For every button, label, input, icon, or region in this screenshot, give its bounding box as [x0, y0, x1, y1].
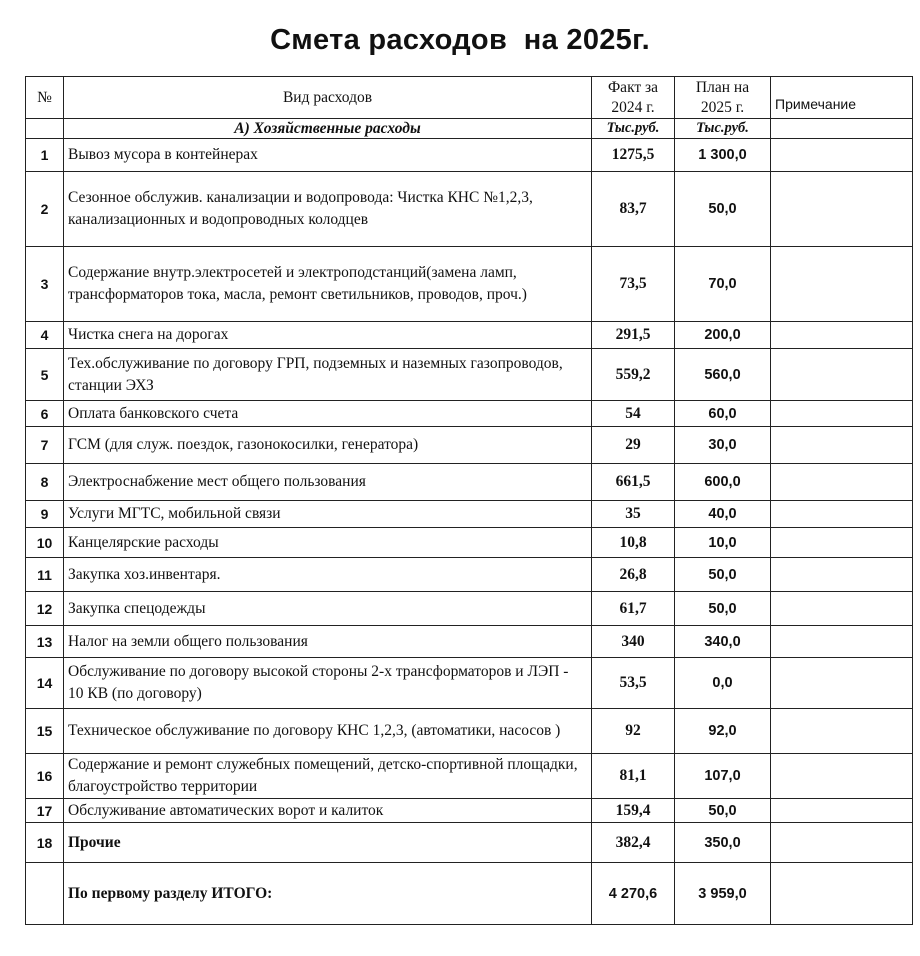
row-plan: 560,0: [675, 349, 771, 401]
row-fact: 382,4: [592, 823, 675, 863]
row-note: [771, 799, 913, 823]
table-row: [26, 427, 913, 464]
row-name: Закупка спецодежды: [64, 592, 592, 626]
row-fact: 159,4: [592, 799, 675, 823]
total-row: [26, 863, 913, 925]
row-name: ГСМ (для служ. поездок, газонокосилки, генератора): [64, 427, 592, 464]
row-num: 2: [26, 172, 64, 247]
row-note: [771, 172, 913, 247]
row-num: 11: [26, 558, 64, 592]
table-row: [26, 349, 913, 401]
row-num: 14: [26, 658, 64, 709]
row-note: [771, 658, 913, 709]
table-row: [26, 172, 913, 247]
total-label: По первому разделу ИТОГО:: [64, 863, 592, 925]
table-row: [26, 799, 913, 823]
header-plan-line1: План на: [695, 79, 750, 97]
row-name: Техническое обслуживание по договору КНС 1,2,3, (автоматики, насосов ): [64, 709, 592, 754]
row-note: [771, 139, 913, 172]
row-name: Налог на земли общего пользования: [64, 626, 592, 658]
table-row: [26, 464, 913, 501]
table-row: [26, 626, 913, 658]
row-name: Содержание внутр.электросетей и электроподстанций(замена ламп, трансформаторов тока, масла, ремонт светильников, проводов, проч.): [64, 247, 592, 322]
row-num: 3: [26, 247, 64, 322]
header-note: Примечание: [771, 77, 913, 119]
row-plan: 1 300,0: [675, 139, 771, 172]
table-body: [26, 119, 913, 863]
row-plan: 92,0: [675, 709, 771, 754]
row-note: [771, 528, 913, 558]
header-plan-line2: 2025 г.: [700, 98, 745, 116]
table-row: [26, 709, 913, 754]
section-note-cell: [771, 119, 913, 139]
row-name: Сезонное обслужив. канализации и водопровода: Чистка КНС №1,2,3, канализационных и водопроводных колодцев: [64, 172, 592, 247]
section-fact-unit: Тыс.руб.: [592, 119, 675, 139]
header-fact: [592, 77, 675, 119]
row-fact: 54: [592, 401, 675, 427]
row-plan: 107,0: [675, 754, 771, 799]
row-num: 8: [26, 464, 64, 501]
row-fact: 81,1: [592, 754, 675, 799]
row-note: [771, 427, 913, 464]
row-plan: 50,0: [675, 558, 771, 592]
row-name: Услуги МГТС, мобильной связи: [64, 501, 592, 528]
row-name: Закупка хоз.инвентаря.: [64, 558, 592, 592]
row-fact: 559,2: [592, 349, 675, 401]
row-note: [771, 823, 913, 863]
row-note: [771, 464, 913, 501]
header-fact-line2: 2024 г.: [611, 98, 655, 116]
row-name: Чистка снега на дорогах: [64, 322, 592, 349]
row-note: [771, 349, 913, 401]
row-fact: 26,8: [592, 558, 675, 592]
row-plan: 340,0: [675, 626, 771, 658]
row-num: 17: [26, 799, 64, 823]
row-fact: 291,5: [592, 322, 675, 349]
row-plan: 10,0: [675, 528, 771, 558]
total-note-cell: [771, 863, 913, 925]
table-row: [26, 558, 913, 592]
row-name: Тех.обслуживание по договору ГРП, подземных и наземных газопроводов, станции ЭХЗ: [64, 349, 592, 401]
table-row: [26, 592, 913, 626]
row-name: Прочие: [64, 823, 592, 863]
table-row: [26, 139, 913, 172]
row-note: [771, 709, 913, 754]
row-note: [771, 322, 913, 349]
budget-table: [25, 76, 913, 925]
table-row: [26, 528, 913, 558]
section-row: [26, 119, 913, 139]
row-plan: 350,0: [675, 823, 771, 863]
header-row: [26, 77, 913, 119]
row-num: 15: [26, 709, 64, 754]
page-title: Смета расходов на 2025г.: [270, 24, 650, 56]
row-num: 12: [26, 592, 64, 626]
row-fact: 92: [592, 709, 675, 754]
row-fact: 61,7: [592, 592, 675, 626]
table-row: [26, 322, 913, 349]
row-num: 10: [26, 528, 64, 558]
row-fact: 340: [592, 626, 675, 658]
row-num: 7: [26, 427, 64, 464]
row-fact: 53,5: [592, 658, 675, 709]
row-fact: 10,8: [592, 528, 675, 558]
row-num: 6: [26, 401, 64, 427]
row-plan: 30,0: [675, 427, 771, 464]
table-row: [26, 754, 913, 799]
row-num: 9: [26, 501, 64, 528]
row-note: [771, 501, 913, 528]
table-row: [26, 658, 913, 709]
row-fact: 29: [592, 427, 675, 464]
total-num-cell: [26, 863, 64, 925]
row-num: 18: [26, 823, 64, 863]
total-fact: 4 270,6: [592, 863, 675, 925]
row-note: [771, 247, 913, 322]
header-fact-line1: Факт за: [607, 79, 659, 97]
row-plan: 60,0: [675, 401, 771, 427]
row-num: 5: [26, 349, 64, 401]
row-name: Электроснабжение мест общего пользования: [64, 464, 592, 501]
table-row: [26, 823, 913, 863]
row-fact: 83,7: [592, 172, 675, 247]
row-note: [771, 401, 913, 427]
row-name: Вывоз мусора в контейнерах: [64, 139, 592, 172]
total-plan: 3 959,0: [675, 863, 771, 925]
row-num: 4: [26, 322, 64, 349]
row-plan: 70,0: [675, 247, 771, 322]
row-name: Обслуживание по договору высокой стороны 2-х трансформаторов и ЛЭП - 10 КВ (по договору): [64, 658, 592, 709]
row-plan: 50,0: [675, 172, 771, 247]
row-note: [771, 754, 913, 799]
table-row: [26, 501, 913, 528]
row-name: Содержание и ремонт служебных помещений, детско-спортивной площадки, благоустройство территории: [64, 754, 592, 799]
row-plan: 40,0: [675, 501, 771, 528]
row-fact: 35: [592, 501, 675, 528]
row-note: [771, 626, 913, 658]
row-num: 16: [26, 754, 64, 799]
row-num: 1: [26, 139, 64, 172]
section-num-cell: [26, 119, 64, 139]
row-name: Оплата банковского счета: [64, 401, 592, 427]
table-row: [26, 401, 913, 427]
table-row: [26, 247, 913, 322]
row-name: Обслуживание автоматических ворот и калиток: [64, 799, 592, 823]
row-plan: 0,0: [675, 658, 771, 709]
row-plan: 600,0: [675, 464, 771, 501]
row-plan: 50,0: [675, 592, 771, 626]
header-num: №: [26, 77, 64, 119]
section-plan-unit: Тыс.руб.: [675, 119, 771, 139]
row-fact: 661,5: [592, 464, 675, 501]
row-name: Канцелярские расходы: [64, 528, 592, 558]
row-fact: 1275,5: [592, 139, 675, 172]
row-num: 13: [26, 626, 64, 658]
row-note: [771, 592, 913, 626]
row-note: [771, 558, 913, 592]
row-plan: 200,0: [675, 322, 771, 349]
header-plan: [675, 77, 771, 119]
row-plan: 50,0: [675, 799, 771, 823]
row-fact: 73,5: [592, 247, 675, 322]
section-title: А) Хозяйственные расходы: [64, 119, 592, 139]
header-name: Вид расходов: [64, 77, 592, 119]
